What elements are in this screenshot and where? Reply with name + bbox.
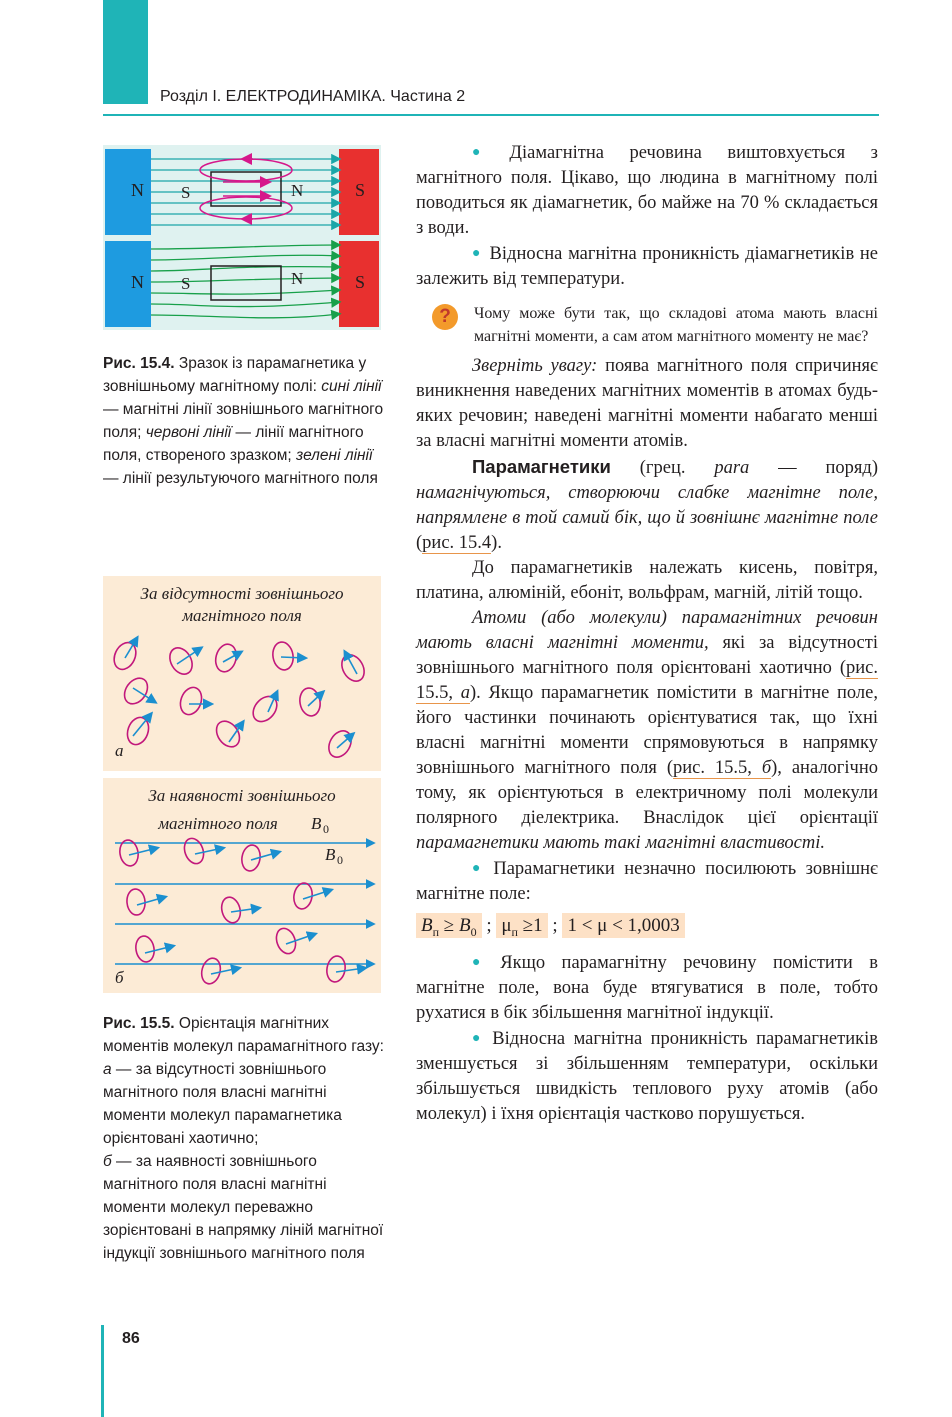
- figure-15-5b: [103, 778, 381, 993]
- svg-text:N: N: [291, 181, 304, 200]
- svg-text:магнітного поля: магнітного поля: [182, 606, 302, 625]
- svg-text:0: 0: [337, 853, 343, 867]
- svg-text:S: S: [355, 272, 366, 292]
- paragraph-attraction: ● Якщо парамагнітну речовину помістити в магнітне поле, вона буде втягуватися в поле, тобто рухатися в бік збільшення магнітної індукції.: [416, 952, 878, 1023]
- svg-text:а: а: [115, 741, 124, 760]
- svg-text:0: 0: [323, 822, 329, 836]
- svg-text:За відсутності зовнішнього: За відсутності зовнішнього: [140, 584, 344, 603]
- figure-15-5-caption: Рис. 15.5. Орієнтація магнітних моментів молекул парамагнітного газу: а — за відсутності зовнішнього магнітного поля власні магнітні моменти молекул парамагнетика орієнтовані хаотично; б — за наявності зовнішнього магнітного поля власні магнітні моменти молекул переважно зорієнтовані в напрямку ліній магнітної індукції зовнішнього магнітного поля: [103, 1015, 384, 1262]
- figure-15-4-caption: Рис. 15.4. Зразок із парамагнетика у зовнішньому магнітному полі: сині лінії — магнітні лінії зовнішнього магнітного поля; червоні лінії — лінії магнітного поля, створеного зразком; зелені лінії — лінії результуючого магнітного поля: [103, 355, 384, 487]
- paragraph-attention: Зверніть увагу: поява магнітного поля спричиняє виникнення наведених магнітних моментів в атомах будь-яких речовин; наведені магнітні моменти набагато менші за власні магнітні моменти атомів.: [416, 356, 878, 451]
- paragraph-atoms: Атоми (або молекули) парамагнітних речовин мають власні магнітні моменти, які за відсутності зовнішнього магнітного поля орієнтовані хаотично (рис. 15.5, а). Якщо парамагнетик помістити в магнітне поле, його частинки починають орієнтуватися так, що їхні власні магнітні моменти спрямовуються в напрямку зовнішнього магнітного поля (рис. 15.5, б), аналогічно тому, як орієнтуються в електричному полі молекули полярного діелектрика. Внаслідок цієї орієнтації парамагнетики мають такі магнітні властивості.: [416, 608, 878, 853]
- figure-15-4: [103, 145, 381, 330]
- figure-ref-15-4[interactable]: рис. 15.4: [422, 533, 492, 553]
- main-text-column: [416, 140, 878, 1127]
- page-number: 86: [122, 1330, 140, 1347]
- magnet-north-bottom: [105, 241, 151, 327]
- chapter-header: Розділ І. ЕЛЕКТРОДИНАМІКА. Частина 2: [160, 88, 466, 105]
- paragraph-examples: До парамагнетиків належать кисень, повітря, платина, алюміній, ебоніт, вольфрам, магній, літій тощо.: [416, 558, 878, 603]
- svg-text:B: B: [311, 814, 322, 833]
- figure-ref-15-5a[interactable]: рис. 15.5, а: [416, 658, 878, 703]
- paragraph-paramagnetics-def: Парамагнетики (грец. para — поряд) намагнічуються, створюючи слабке магнітне поле, напрямлене в той самий бік, що й зовнішнє магнітне поле (рис. 15.4).: [416, 456, 878, 553]
- svg-text:За наявності зовнішнього: За наявності зовнішнього: [148, 786, 336, 805]
- formula-line: $B_п \ge B_0$ ; $\mu_п \ge 1$ ; 1 < μ < 1,0003: [416, 913, 878, 945]
- svg-text:B: B: [325, 845, 336, 864]
- question-icon: ?: [432, 304, 458, 330]
- svg-text:б: б: [115, 968, 124, 987]
- header-divider: [103, 114, 879, 116]
- label-n: N: [131, 180, 144, 200]
- question-block: ? Чому може бути так, що складові атома мають власні магнітні моменти, а сам атом магнітного моменту не має?: [416, 302, 878, 348]
- magnet-north-top: [105, 149, 151, 235]
- paragraph-amplify: ● Парамагнетики незначно посилюють зовнішнє магнітне поле:: [416, 859, 878, 904]
- paragraph-diamagnetic-temp: ● Відносна магнітна проникність діамагнетиків не залежить від температури.: [416, 244, 878, 289]
- footer-accent-bar: [101, 1325, 104, 1417]
- svg-text:N: N: [291, 269, 304, 288]
- svg-text:S: S: [181, 274, 191, 293]
- svg-text:S: S: [181, 183, 191, 202]
- svg-text:S: S: [355, 180, 366, 200]
- paragraph-diamagnetic-push: ● Діамагнітна речовина виштовхується з магнітного поля. Цікаво, що людина в магнітному полі поводиться як діамагнетик, бо майже на 70 % складається з води.: [416, 143, 878, 238]
- svg-text:N: N: [131, 272, 144, 292]
- figure-ref-15-5b[interactable]: рис. 15.5, б: [673, 758, 772, 778]
- header-accent-bar: [103, 0, 148, 104]
- svg-text:магнітного поля: магнітного поля: [158, 814, 278, 833]
- figure-15-5a: [103, 576, 381, 771]
- paragraph-temperature: ● Відносна магнітна проникність парамагнетиків зменшується зі збільшенням температури, оскільки збільшується швидкість теплового руху атомів (або молекул) і їхня орієнтація частково порушується.: [416, 1028, 878, 1124]
